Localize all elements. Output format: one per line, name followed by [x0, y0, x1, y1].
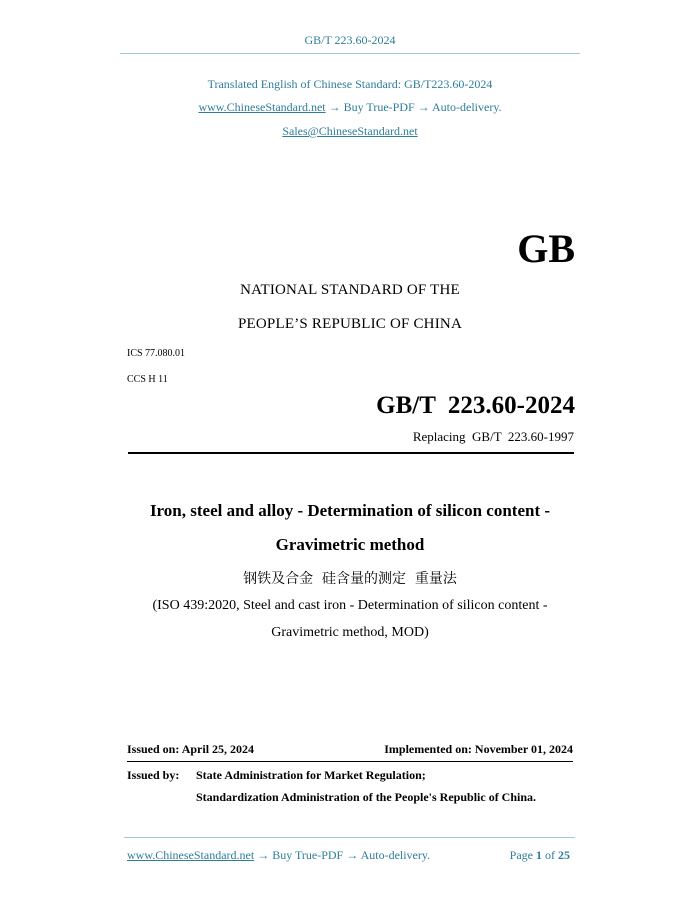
- page-indicator: [510, 848, 570, 863]
- title-line-2: Gravimetric method: [275, 535, 425, 554]
- issued-on-date: Issued on: April 25, 2024: [127, 742, 255, 756]
- footer-site-link[interactable]: www.ChineseStandard.net: [127, 848, 255, 862]
- issuer-2: Standardization Administration of the People's Republic of China.: [196, 790, 537, 804]
- replacing-note: Replacing GB/T 223.60-1997: [412, 429, 574, 444]
- promo-line-2-text: → Buy True-PDF → Auto-delivery.: [325, 100, 502, 114]
- footer-left: [127, 848, 430, 863]
- page-current: 1: [536, 848, 542, 862]
- promo-line-3: [0, 124, 700, 139]
- promo-line-1: Translated English of Chinese Standard: GB/T223.60-2024: [207, 77, 493, 91]
- footer-divider: [124, 837, 575, 838]
- title-rule: [128, 452, 574, 454]
- national-standard-line-1: NATIONAL STANDARD OF THE: [240, 282, 460, 298]
- implemented-on-date: Implemented on: November 01, 2024: [384, 742, 573, 756]
- page-of: of: [545, 848, 555, 862]
- national-standard-line-2: PEOPLE’S REPUBLIC OF CHINA: [238, 316, 462, 332]
- header-divider: [120, 53, 580, 54]
- gb-mark: GB: [517, 226, 575, 271]
- promo-line-2: [0, 100, 700, 115]
- dates-rule: [127, 761, 573, 762]
- site-link[interactable]: www.ChineseStandard.net: [198, 100, 326, 114]
- issued-by-label: Issued by:: [127, 768, 180, 782]
- iso-reference-line-2: Gravimetric method, MOD): [271, 625, 429, 640]
- standard-number: GB/T 223.60-2024: [376, 392, 575, 419]
- page-total: 25: [558, 848, 570, 862]
- issuer-1: State Administration for Market Regulation;: [196, 768, 426, 782]
- iso-reference-line-1: (ISO 439:2020, Steel and cast iron - Determination of silicon content -: [152, 598, 548, 613]
- email-link[interactable]: Sales@ChineseStandard.net: [282, 124, 418, 138]
- running-header: GB/T 223.60-2024: [304, 33, 396, 47]
- title-chinese: 钢铁及合金 硅含量的测定 重量法: [243, 571, 457, 587]
- ics-code: ICS 77.080.01: [127, 348, 186, 359]
- page-label: Page: [509, 848, 533, 862]
- footer-text: → Buy True-PDF → Auto-delivery.: [254, 848, 431, 862]
- ccs-code: CCS H 11: [127, 374, 168, 385]
- title-line-1: Iron, steel and alloy - Determination of silicon content -: [149, 501, 551, 520]
